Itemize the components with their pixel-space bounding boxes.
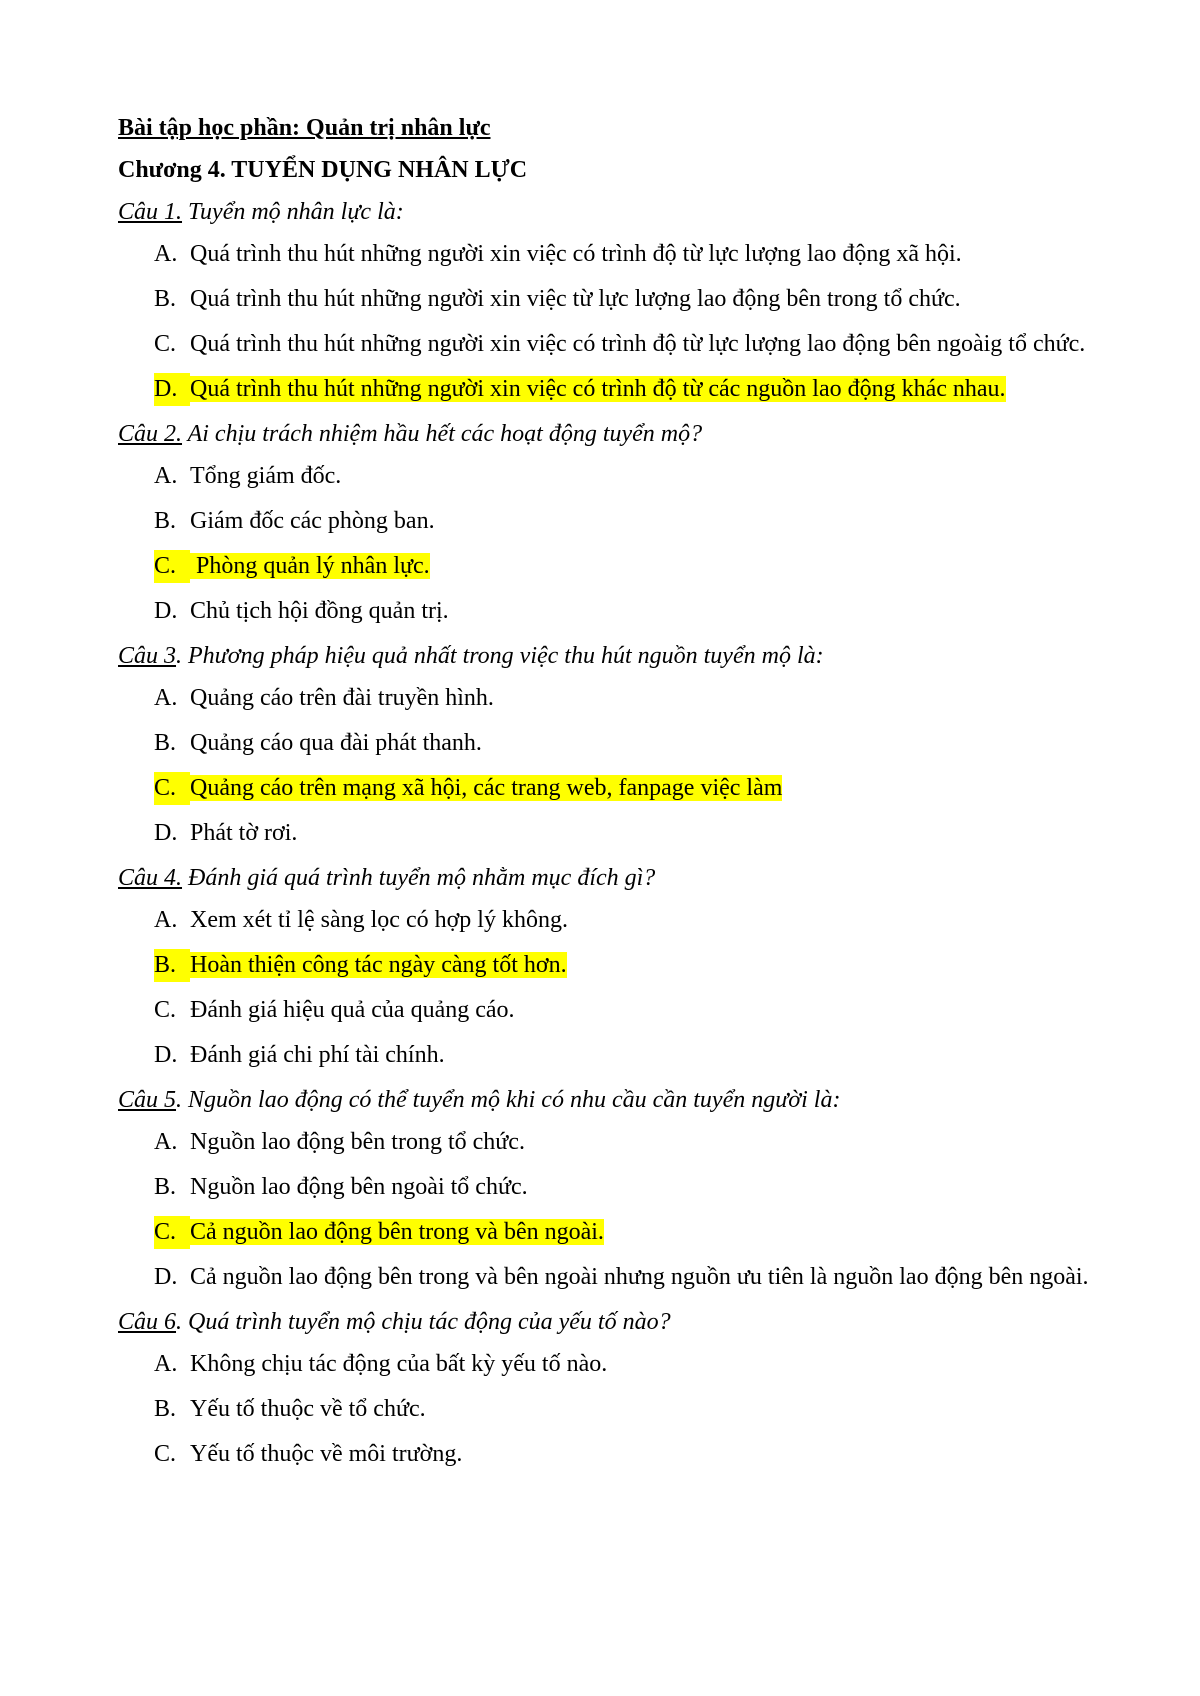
answer-option: [118, 1393, 1090, 1426]
answer-option: [118, 460, 1090, 493]
answer-option: [118, 1261, 1090, 1294]
question-number: Câu 4.: [118, 865, 183, 891]
option-text: Yếu tố thuộc về môi trường.: [190, 1441, 463, 1467]
option-letter: D.: [154, 820, 178, 846]
answer-option: [118, 328, 1090, 361]
answer-option: [118, 595, 1090, 628]
option-text: Giám đốc các phòng ban.: [190, 508, 435, 534]
option-text: Quảng cáo trên mạng xã hội, các trang web, fanpage việc làm: [190, 775, 783, 801]
option-letter: C.: [154, 553, 177, 579]
option-text: Đánh giá chi phí tài chính.: [190, 1042, 445, 1068]
option-text: Cả nguồn lao động bên trong và bên ngoài nhưng nguồn ưu tiên là nguồn lao động bên ngoài.: [190, 1264, 1089, 1290]
option-letter: A.: [154, 463, 178, 489]
option-letter: B.: [154, 286, 177, 312]
option-letter: C.: [154, 997, 177, 1023]
option-text: Xem xét tỉ lệ sàng lọc có hợp lý không.: [190, 907, 568, 933]
answer-option: [118, 550, 1090, 583]
question-number: Câu 1.: [118, 199, 183, 225]
answer-option: [118, 283, 1090, 316]
option-text: Quảng cáo qua đài phát thanh.: [190, 730, 482, 756]
option-text: Nguồn lao động bên ngoài tổ chức.: [190, 1174, 528, 1200]
question-number: Câu 6: [118, 1309, 177, 1335]
answer-option: [118, 817, 1090, 850]
answer-option: [118, 904, 1090, 937]
option-text: Phát tờ rơi.: [190, 820, 298, 846]
option-letter: D.: [154, 376, 178, 402]
option-text: Cả nguồn lao động bên trong và bên ngoài.: [190, 1219, 604, 1245]
question-number: Câu 3: [118, 643, 177, 669]
question: [118, 196, 1090, 229]
answer-option: [118, 505, 1090, 538]
option-letter: D.: [154, 598, 178, 624]
question-list: [118, 196, 1090, 1471]
answer-option: [118, 1126, 1090, 1159]
option-letter: C.: [154, 1441, 177, 1467]
question: [118, 862, 1090, 895]
option-letter: B.: [154, 508, 177, 534]
answer-option: [118, 727, 1090, 760]
option-letter: A.: [154, 1351, 178, 1377]
question-text: . Nguồn lao động có thể tuyển mộ khi có nhu cầu cần tuyển người là:: [176, 1087, 841, 1113]
option-text: Quá trình thu hút những người xin việc có trình độ từ lực lượng lao động xã hội.: [190, 241, 962, 267]
answer-option: [118, 772, 1090, 805]
answer-option: [118, 682, 1090, 715]
answer-option: [118, 1438, 1090, 1471]
option-text: Không chịu tác động của bất kỳ yếu tố nào.: [190, 1351, 608, 1377]
answer-option: [118, 373, 1090, 406]
option-text: Nguồn lao động bên trong tổ chức.: [190, 1129, 525, 1155]
question: [118, 1084, 1090, 1117]
chapter-heading: Chương 4. TUYỂN DỤNG NHÂN LỰC: [118, 157, 528, 183]
question-number: Câu 5: [118, 1087, 177, 1113]
option-text: Tổng giám đốc.: [190, 463, 342, 489]
option-text: Quá trình thu hút những người xin việc có trình độ từ các nguồn lao động khác nhau.: [190, 376, 1006, 402]
option-letter: B.: [154, 1174, 177, 1200]
option-letter: A.: [154, 907, 178, 933]
answer-option: [118, 1216, 1090, 1249]
answer-option: [118, 1039, 1090, 1072]
option-letter: D.: [154, 1264, 178, 1290]
option-letter: C.: [154, 775, 177, 801]
question: [118, 640, 1090, 673]
option-letter: B.: [154, 730, 177, 756]
answer-option: [118, 994, 1090, 1027]
option-letter: D.: [154, 1042, 178, 1068]
answer-option: [118, 1348, 1090, 1381]
option-text: Chủ tịch hội đồng quản trị.: [190, 598, 449, 624]
option-letter: B.: [154, 952, 177, 978]
option-letter: C.: [154, 331, 177, 357]
question: [118, 418, 1090, 451]
option-letter: A.: [154, 685, 178, 711]
document-title: Bài tập học phần: Quản trị nhân lực: [118, 115, 491, 141]
option-text: Quá trình thu hút những người xin việc có trình độ từ lực lượng lao động bên ngoàig tổ chức.: [190, 331, 1086, 357]
option-text: Phòng quản lý nhân lực.: [190, 553, 430, 579]
option-letter: B.: [154, 1396, 177, 1422]
answer-option: [118, 1171, 1090, 1204]
question-text: . Quá trình tuyển mộ chịu tác động của yếu tố nào?: [176, 1309, 671, 1335]
option-text: Quá trình thu hút những người xin việc từ lực lượng lao động bên trong tổ chức.: [190, 286, 961, 312]
option-letter: A.: [154, 241, 178, 267]
question-text: Đánh giá quá trình tuyển mộ nhằm mục đích gì?: [182, 865, 656, 891]
question: [118, 1306, 1090, 1339]
option-text: Quảng cáo trên đài truyền hình.: [190, 685, 494, 711]
option-text: Đánh giá hiệu quả của quảng cáo.: [190, 997, 515, 1023]
option-text: Hoàn thiện công tác ngày càng tốt hơn.: [190, 952, 567, 978]
answer-option: [118, 238, 1090, 271]
question-text: . Phương pháp hiệu quả nhất trong việc thu hút nguồn tuyển mộ là:: [176, 643, 824, 669]
document-page: [118, 112, 1090, 1483]
answer-option: [118, 949, 1090, 982]
question-text: Ai chịu trách nhiệm hầu hết các hoạt động tuyển mộ?: [182, 421, 703, 447]
option-letter: A.: [154, 1129, 178, 1155]
question-text: Tuyển mộ nhân lực là:: [182, 199, 404, 225]
option-letter: C.: [154, 1219, 177, 1245]
question-number: Câu 2.: [118, 421, 183, 447]
option-text: Yếu tố thuộc về tổ chức.: [190, 1396, 426, 1422]
